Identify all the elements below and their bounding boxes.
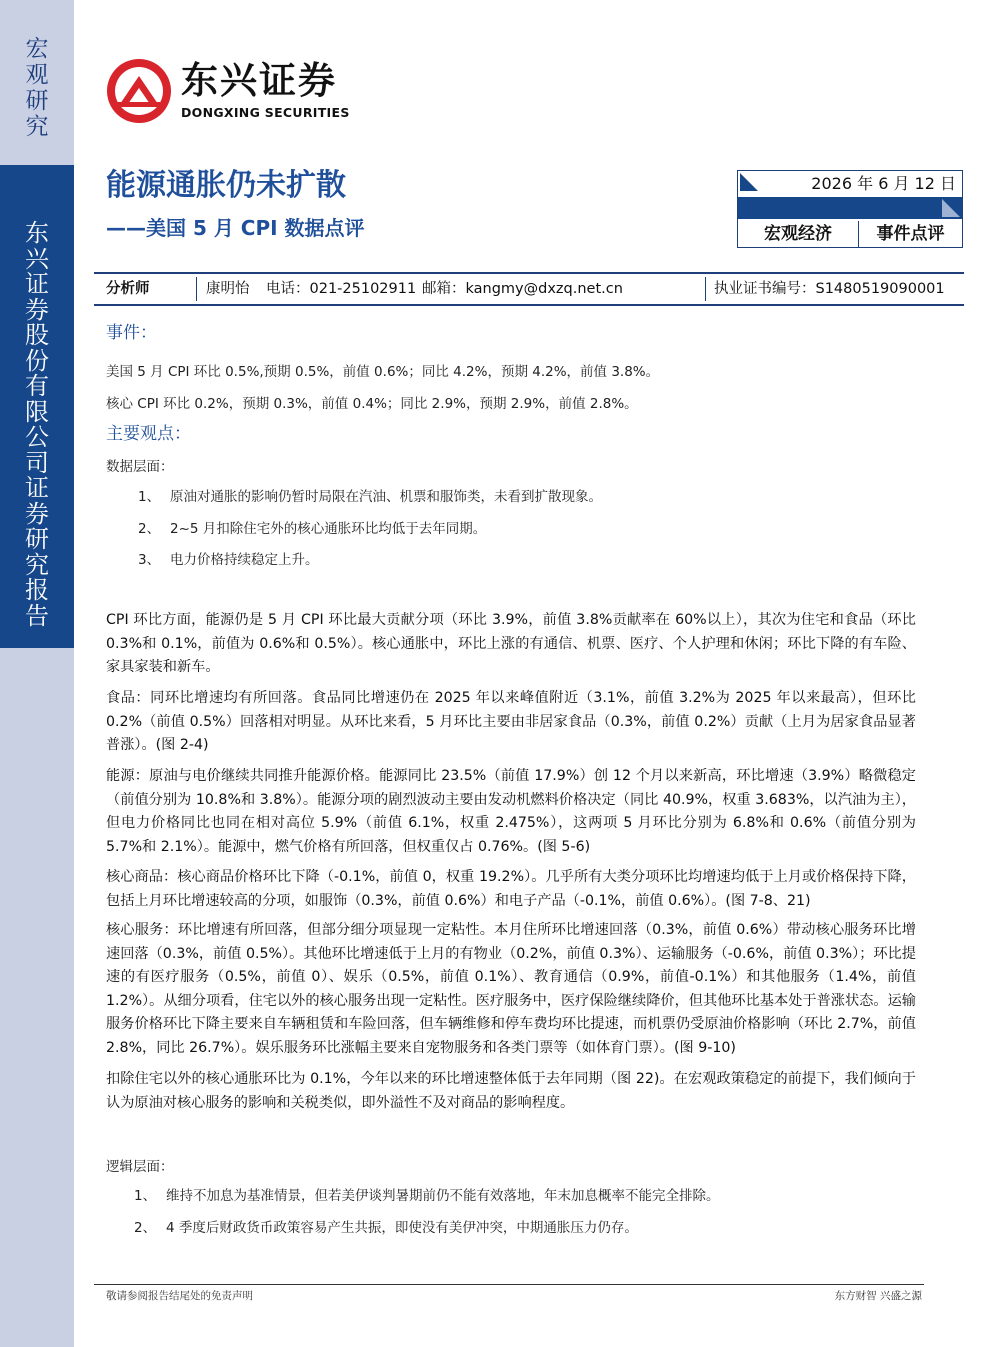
analyst-divider (705, 277, 706, 301)
paragraph-core-ex-shelter: 扣除住宅以外的核心通胀环比为 0.1%，今年以来的环比增速整体低于去年同期（图 22)。在宏观政策稳定的前提下，我们倾向于认为原油对核心服务的影响和关税类似，即外溢性不及对商品的影响程度。 (106, 1071, 916, 1111)
list-item-text: 维持不加息为基准情景，但若美伊谈判暑期前仍不能有效落地，年末加息概率不能完全排除。 (166, 1188, 720, 1204)
analyst-phone: 电话：021-25102911 (266, 281, 417, 297)
list-item-number: 1、 (138, 489, 161, 505)
list-item-number: 1、 (134, 1188, 157, 1204)
analyst-email: 邮箱：kangmy@dxzq.net.cn (422, 281, 623, 297)
list-item-number: 2、 (138, 521, 161, 537)
sidebar-bottom-band (0, 648, 74, 1347)
report-title: 能源通胀仍未扩散 (106, 168, 346, 203)
report-date: 2026 年 6 月 12 日 (811, 174, 956, 193)
paragraph-energy: 能源：原油与电价继续共同推升能源价格。能源同比 23.5%（前值 17.9%）创 12 个月以来新高，环比增速（3.9%）略微稳定（前值分别为 10.8%和 3.8%）。能源分项的剧烈波动主要由发动机燃料价格决定（同比 40.9%，权重 3.683%，以汽油为主），但电力价格同比也同在相对高位 5.9%（前值 6.1%，权重 2.475%），这两项 5 月环比分别为 6.8%和 0.6%（前值分别为 5.7%和 2.1%）。能源中，燃气价格有所回落，但权重仅占 0.76%。(图 5-6) (106, 768, 916, 855)
list-item-text: 4 季度后财政货币政策容易产生共振，即使没有美伊冲突，中期通胀压力仍存。 (166, 1220, 638, 1236)
dongxing-logo-icon (106, 58, 172, 124)
logic-level-label: 逻辑层面： (106, 1159, 174, 1175)
list-item-text: 电力价格持续稳定上升。 (170, 552, 319, 568)
event-heading: 事件： (106, 323, 157, 343)
footer-disclaimer-note: 敬请参阅报告结尾处的免责声明 (106, 1290, 253, 1302)
list-item-text: 2~5 月扣除住宅外的核心通胀环比均低于去年同期。 (170, 521, 487, 537)
brand-name-cn: 东兴证券 (181, 59, 337, 102)
tag-macro-economy: 宏观经济 (738, 221, 859, 247)
analyst-name: 康明怡 (206, 281, 250, 297)
list-item-number: 2、 (134, 1220, 157, 1236)
footer-slogan: 东方财智 兴盛之源 (834, 1290, 922, 1302)
report-info-box (737, 170, 963, 248)
info-band (738, 197, 962, 219)
sidebar-top-band (0, 0, 74, 165)
analyst-label: 分析师 (106, 281, 150, 297)
brand-name-en: DONGXING SECURITIES (181, 105, 350, 120)
analyst-cert-number: 执业证书编号：S1480519090001 (714, 281, 945, 297)
corner-triangle-icon (942, 199, 960, 217)
tag-event-review: 事件点评 (876, 224, 945, 244)
sidebar-main-band (0, 165, 74, 648)
analyst-bar-bottom-rule (94, 304, 964, 306)
corner-triangle-icon (740, 173, 758, 191)
paragraph-core-goods: 核心商品：核心商品价格环比下降（-0.1%，前值 0，权重 19.2%）。几乎所有大类分项环比均增速均低于上月或价格保持下降，包括上月环比增速较高的分项，如服饰（0.3%，前值 0.6%）和电子产品（-0.1%，前值 0.6%）。(图 7-8、21) (106, 869, 916, 909)
analyst-divider (196, 277, 197, 301)
data-level-label: 数据层面： (106, 459, 174, 475)
list-item-text: 原油对通胀的影响仍暂时局限在汽油、机票和服饰类，未看到扩散现象。 (170, 489, 602, 505)
paragraph-cpi-mom: CPI 环比方面，能源仍是 5 月 CPI 环比最大贡献分项（环比 3.9%，前值 3.8%贡献率在 60%以上），其次为住宅和食品（环比 0.3%和 0.1%，前值为 0.6%和 0.5%）。核心通胀中，环比上涨的有通信、机票、医疗、个人护理和休闲；环比下降的有车险、家具家装和新车。 (106, 612, 916, 675)
list-item-number: 3、 (138, 552, 161, 568)
views-heading: 主要观点： (106, 424, 191, 444)
paragraph-food: 食品：同环比增速均有所回落。食品同比增速仍在 2025 年以来峰值附近（3.1%，前值 3.2%为 2025 年以来最高），但环比 0.2%（前值 0.5%）回落相对明显。从环比来看，5 月环比主要由非居家食品（0.3%，前值 0.2%）贡献（上月为居家食品显著普涨）。(图 2-4) (106, 690, 916, 753)
footer-rule (94, 1284, 924, 1285)
event-line-core-cpi: 核心 CPI 环比 0.2%，预期 0.3%，前值 0.4%；同比 2.9%，预期 2.9%，前值 2.8%。 (106, 396, 638, 412)
paragraph-core-services: 核心服务：环比增速有所回落，但部分细分项显现一定粘性。本月住所环比增速回落（0.3%，前值 0.6%）带动核心服务环比增速回落（0.3%，前值 0.5%）。其他环比增速低于上月的有物业（0.2%，前值 0.3%）、运输服务（-0.6%，前值 0.3%）；环比提速的有医疗服务（0.5%，前值 0）、娱乐（0.5%，前值 0.1%）、教育通信（0.9%，前值-0.1%）和其他服务（1.4%，前值 1.2%）。从细分项看，住宅以外的核心服务出现一定粘性。医疗服务中，医疗保险继续降价，但其他环比基本处于普涨状态。运输服务价格环比下降主要来自车辆租赁和车险回落，但车辆维修和停车费均环比提速，而机票仍受原油价格影响（环比 2.7%，前值 2.8%，同比 26.7%）。娱乐服务环比涨幅主要来自宠物服务和各类门票等（如体育门票）。(图 9-10) (106, 922, 916, 1056)
sidebar-section-label: 宏观研究 (25, 36, 49, 140)
event-line-cpi: 美国 5 月 CPI 环比 0.5%,预期 0.5%，前值 0.6%；同比 4.2%，预期 4.2%，前值 3.8%。 (106, 364, 660, 380)
sidebar-company-label: 东兴证券股份有限公司证券研究报告 (25, 219, 49, 630)
report-subtitle: ——美国 5 月 CPI 数据点评 (106, 216, 365, 240)
